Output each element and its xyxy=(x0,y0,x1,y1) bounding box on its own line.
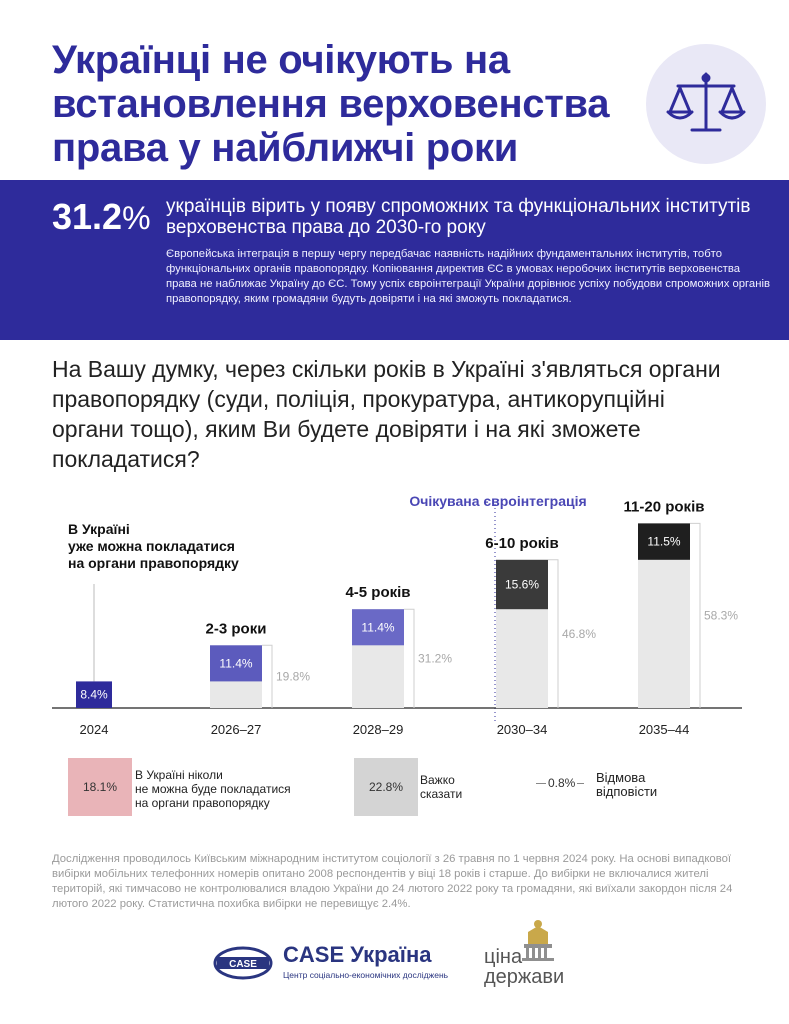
x-tick-label: 2028–29 xyxy=(352,722,404,737)
cina-logo-word-2: держави xyxy=(484,966,565,988)
x-tick-label: 2035–44 xyxy=(638,722,690,737)
group-label: на органи правопорядку xyxy=(68,555,239,571)
cumulative-label: 19.8% xyxy=(276,669,311,684)
banner-headline: українців вірить у появу спроможних та функціональних інститутів верховенства права до 2030-го року xyxy=(166,196,751,238)
legend-never-swatch xyxy=(68,758,132,816)
legend-hard-swatch xyxy=(354,758,418,816)
legend-refuse-value: 0.8% xyxy=(548,776,576,790)
cina-logo-word-1: ціна xyxy=(484,946,523,968)
period-bar-label: 15.6% xyxy=(504,577,540,592)
cumulative-label: 58.3% xyxy=(704,608,739,623)
scales-icon-badge xyxy=(646,44,766,164)
eurointegration-annotation: Очікувана євроінтеграція xyxy=(409,493,587,509)
legend-never-value: 18.1% xyxy=(82,780,118,794)
group-label: 4-5 років xyxy=(345,584,411,602)
case-logo-subtitle: Центр соціально-економічних досліджень xyxy=(283,970,449,980)
cumulative-label: 46.8% xyxy=(562,626,597,641)
legend-never-label: В Україні ніколи не можна буде покладатися на органи правопорядку xyxy=(135,768,291,810)
cumulative-bracket xyxy=(690,523,700,708)
case-badge-text: CASE xyxy=(229,959,257,970)
methodology-footnote: Дослідження проводилось Київським міжнародним інститутом соціології з 26 травня по 1 червня 2024 року. На основі випадкової вибірки мобільних телефонних номерів опитано 2008 респондентів у віці 18 років і старше. До вибірки не включалися жителі територій, які тимчасово не контролювалися владою України до 24 лютого 2022 року та громадяни, які виїхали закордон після 24 лютого 2022 року. Статистична похибка вибірки не перевищує 2.4%. xyxy=(52,853,733,910)
cumulative-label: 31.2% xyxy=(418,651,453,666)
x-tick-label: 2026–27 xyxy=(210,722,262,737)
legend-refuse-label: Відмова відповісти xyxy=(596,770,658,799)
period-bar-label: 11.4% xyxy=(219,656,253,671)
legend-hard-label: Важко сказати xyxy=(420,773,463,801)
group-label: 2-3 роки xyxy=(205,620,267,638)
scales-icon xyxy=(666,68,746,140)
group-label: В Україні xyxy=(68,521,130,537)
page-title: Українці не очікують на встановлення верховенства права у найближчі роки xyxy=(52,38,610,170)
bar-chart xyxy=(0,480,789,750)
x-tick-label: 2030–34 xyxy=(496,722,548,737)
survey-question: На Вашу думку, через скільки років в Україні з'являться органи правопорядку (суди, поліція, прокуратура, антикорупційні органи тощо), яким Ви будете довіряти і на які зможете покладатися? xyxy=(52,356,721,472)
period-bar-label: 11.5% xyxy=(647,534,681,549)
case-logo-title: CASE Україна xyxy=(283,942,432,967)
big-percentage xyxy=(52,196,151,238)
legend-hard-value: 22.8% xyxy=(368,780,404,794)
cumulative-bracket xyxy=(548,560,558,708)
group-label: 6-10 років xyxy=(485,534,559,552)
period-bar-label: 11.4% xyxy=(361,620,395,635)
cumulative-bracket xyxy=(404,609,414,708)
big-number-unit: % xyxy=(122,200,151,236)
group-label: уже можна покладатися xyxy=(68,538,235,554)
cumulative-bracket xyxy=(262,645,272,708)
bar-chart-svg xyxy=(0,480,789,750)
banner-body-text: Європейська інтеграція в першу чергу передбачає наявність надійних фундаментальних інститутів, тобто функціональних органів правопорядку. Копіювання директив ЄС в умовах неробочих інститутів верховенства права не наближає Україну до ЄС. Тому успіх євроінтеграції України дорівнює успіху побудови спроможних органів правопорядку, яким громадяни будуть довіряти і на які зможуть покладатися. xyxy=(166,248,770,305)
group-label: 11-20 років xyxy=(623,498,705,516)
x-tick-label: 2024 xyxy=(79,722,109,737)
case-logo-icon xyxy=(213,946,273,980)
period-bar-label: 8.4% xyxy=(80,687,108,702)
big-number-value: 31.2 xyxy=(52,196,123,237)
